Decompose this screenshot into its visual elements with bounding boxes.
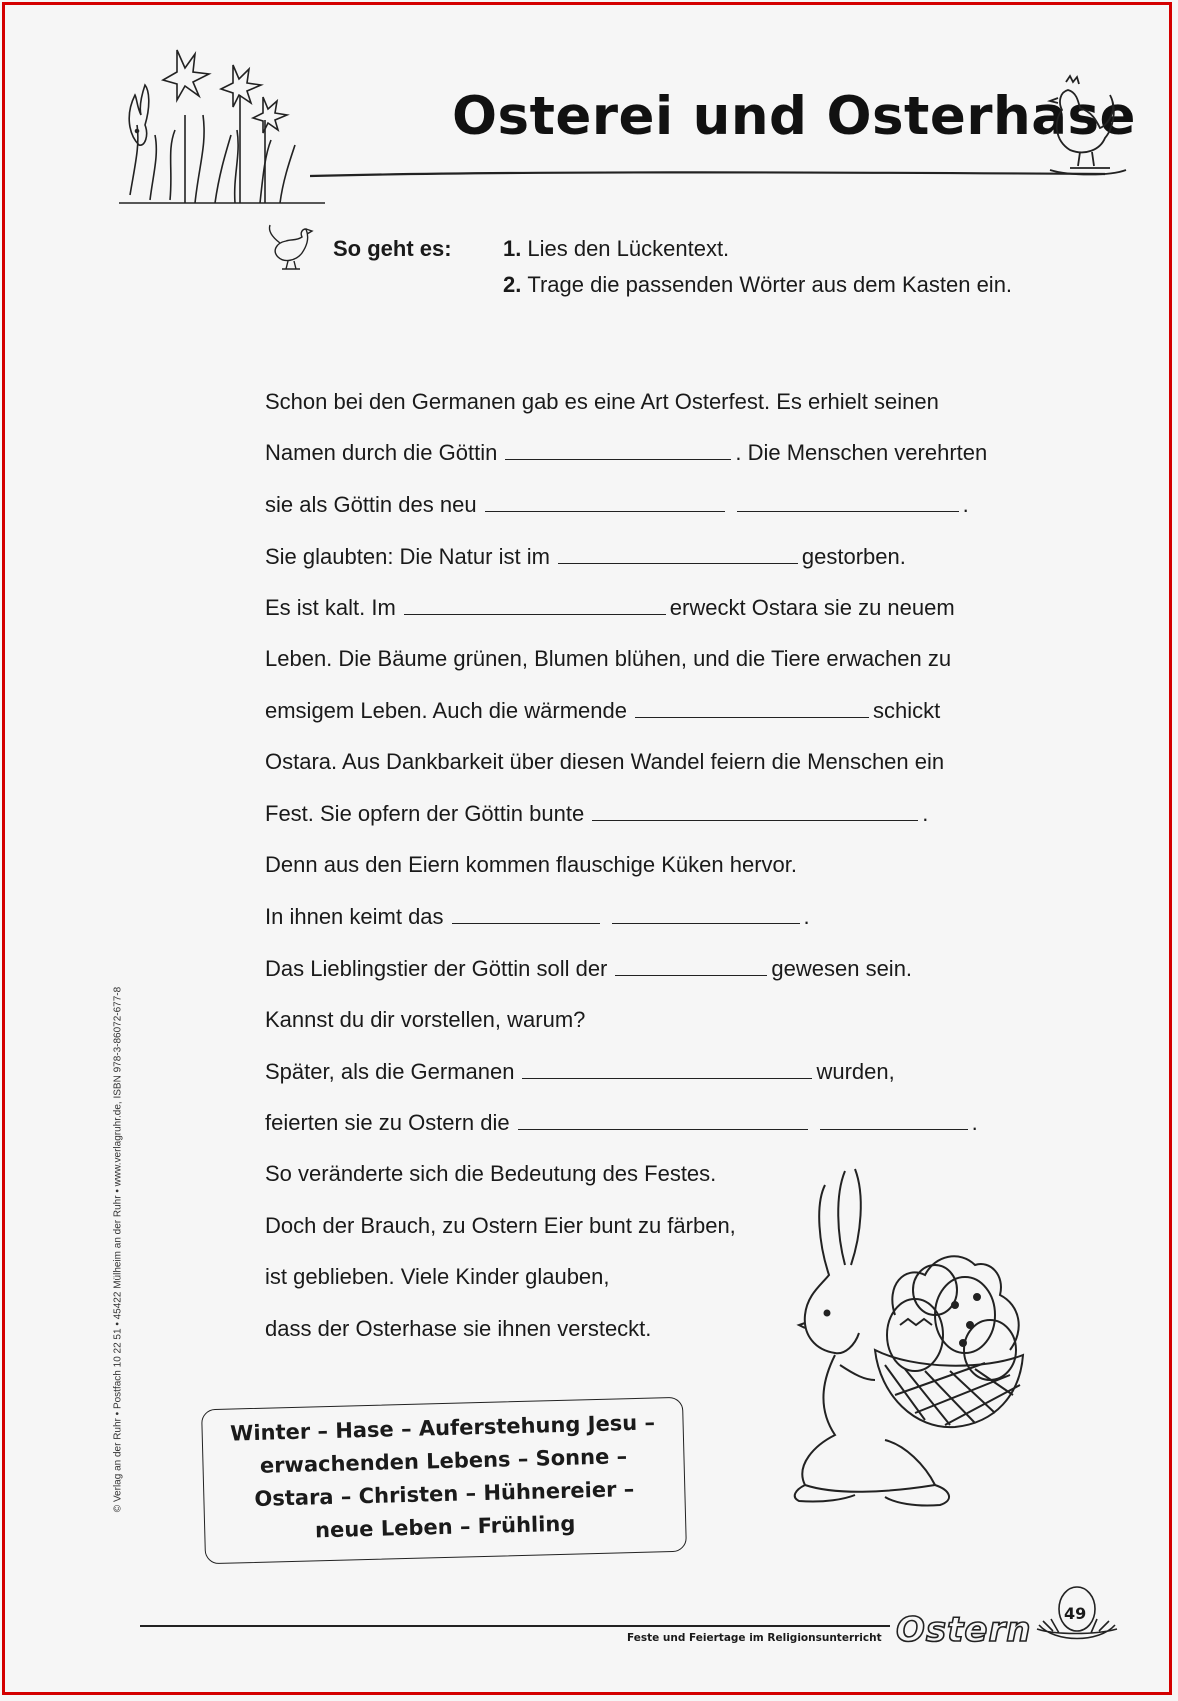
flowers-illustration — [115, 35, 330, 210]
footer-series-title: Feste und Feiertage im Religionsunterricht — [627, 1632, 882, 1644]
rooster-icon — [1040, 70, 1130, 180]
answer-blank[interactable] — [505, 445, 731, 460]
page-number: 49 — [1064, 1604, 1087, 1623]
cloze-line: Es ist kalt. Im erweckt Ostara sie zu neuem — [265, 595, 955, 620]
word-bank-line: Winter – Hase – Auferstehung Jesu – — [229, 1410, 656, 1446]
answer-blank[interactable] — [635, 703, 869, 718]
cloze-line: Ostara. Aus Dankbarkeit über diesen Wandel feiern die Menschen ein — [265, 749, 945, 774]
cloze-line: Später, als die Germanen wurden, — [265, 1059, 895, 1084]
cloze-line: Fest. Sie opfern der Göttin bunte . — [265, 801, 929, 826]
cloze-line: Namen durch die Göttin . Die Menschen verehrten — [265, 440, 988, 465]
header-rule — [310, 168, 1105, 180]
cloze-line: dass der Osterhase sie ihnen versteckt. — [265, 1316, 652, 1341]
cloze-line: ist geblieben. Viele Kinder glauben, — [265, 1264, 610, 1289]
answer-blank[interactable] — [612, 909, 800, 924]
cloze-line: feierten sie zu Ostern die . — [265, 1110, 978, 1135]
cloze-line: Kannst du dir vorstellen, warum? — [265, 1007, 586, 1032]
cloze-line: sie als Göttin des neu . — [265, 492, 969, 517]
word-bank-line: neue Leben – Frühling — [314, 1511, 576, 1543]
cloze-line: Schon bei den Germanen gab es eine Art Osterfest. Es erhielt seinen — [265, 389, 939, 414]
answer-blank[interactable] — [737, 497, 959, 512]
step-text: Lies den Lückentext. — [527, 236, 730, 261]
answer-blank[interactable] — [518, 1115, 808, 1130]
chicken-icon — [266, 221, 318, 273]
answer-blank[interactable] — [452, 909, 600, 924]
answer-blank[interactable] — [522, 1064, 812, 1079]
answer-blank[interactable] — [592, 806, 918, 821]
word-bank-line: Ostara – Christen – Hühnereier – — [254, 1477, 635, 1511]
cloze-line: In ihnen keimt das . — [265, 904, 810, 929]
step-number: 1. — [503, 236, 522, 261]
answer-blank[interactable] — [820, 1115, 968, 1130]
step-number: 2. — [503, 272, 522, 297]
copyright-note: © Verlag an der Ruhr • Postfach 10 22 51 • 45422 Mülheim an der Ruhr • www.verlagruhr.de, ISBN 978-3-86072-677-8 — [112, 986, 124, 1513]
word-bank-line: erwachenden Lebens – Sonne – — [259, 1444, 628, 1478]
footer-rule — [140, 1625, 890, 1627]
step-text: Trage die passenden Wörter aus dem Kasten ein. — [527, 272, 1013, 297]
answer-blank[interactable] — [558, 549, 798, 564]
instruction-step — [503, 272, 1012, 298]
section-logo: Ostern — [896, 1610, 1032, 1650]
cloze-line: Doch der Brauch, zu Ostern Eier bunt zu färben, — [265, 1213, 736, 1238]
easter-bunny-illustration — [785, 1165, 1060, 1510]
cloze-line: Das Lieblingstier der Göttin soll der gewesen sein. — [265, 956, 913, 981]
answer-blank[interactable] — [404, 600, 666, 615]
answer-blank[interactable] — [615, 961, 767, 976]
cloze-line: Leben. Die Bäume grünen, Blumen blühen, und die Tiere erwachen zu — [265, 646, 952, 671]
cloze-line: Sie glaubten: Die Natur ist im gestorben. — [265, 544, 906, 569]
cloze-line: emsigem Leben. Auch die wärmende schickt — [265, 698, 941, 723]
cloze-line: Denn aus den Eiern kommen flauschige Küken hervor. — [265, 852, 797, 877]
answer-blank[interactable] — [485, 497, 725, 512]
instruction-step — [503, 236, 729, 262]
word-bank-box — [201, 1397, 687, 1565]
page-title: Osterei und Osterhase — [452, 86, 1136, 147]
instructions-label: So geht es: — [333, 236, 452, 261]
cloze-line: So veränderte sich die Bedeutung des Festes. — [265, 1161, 717, 1186]
